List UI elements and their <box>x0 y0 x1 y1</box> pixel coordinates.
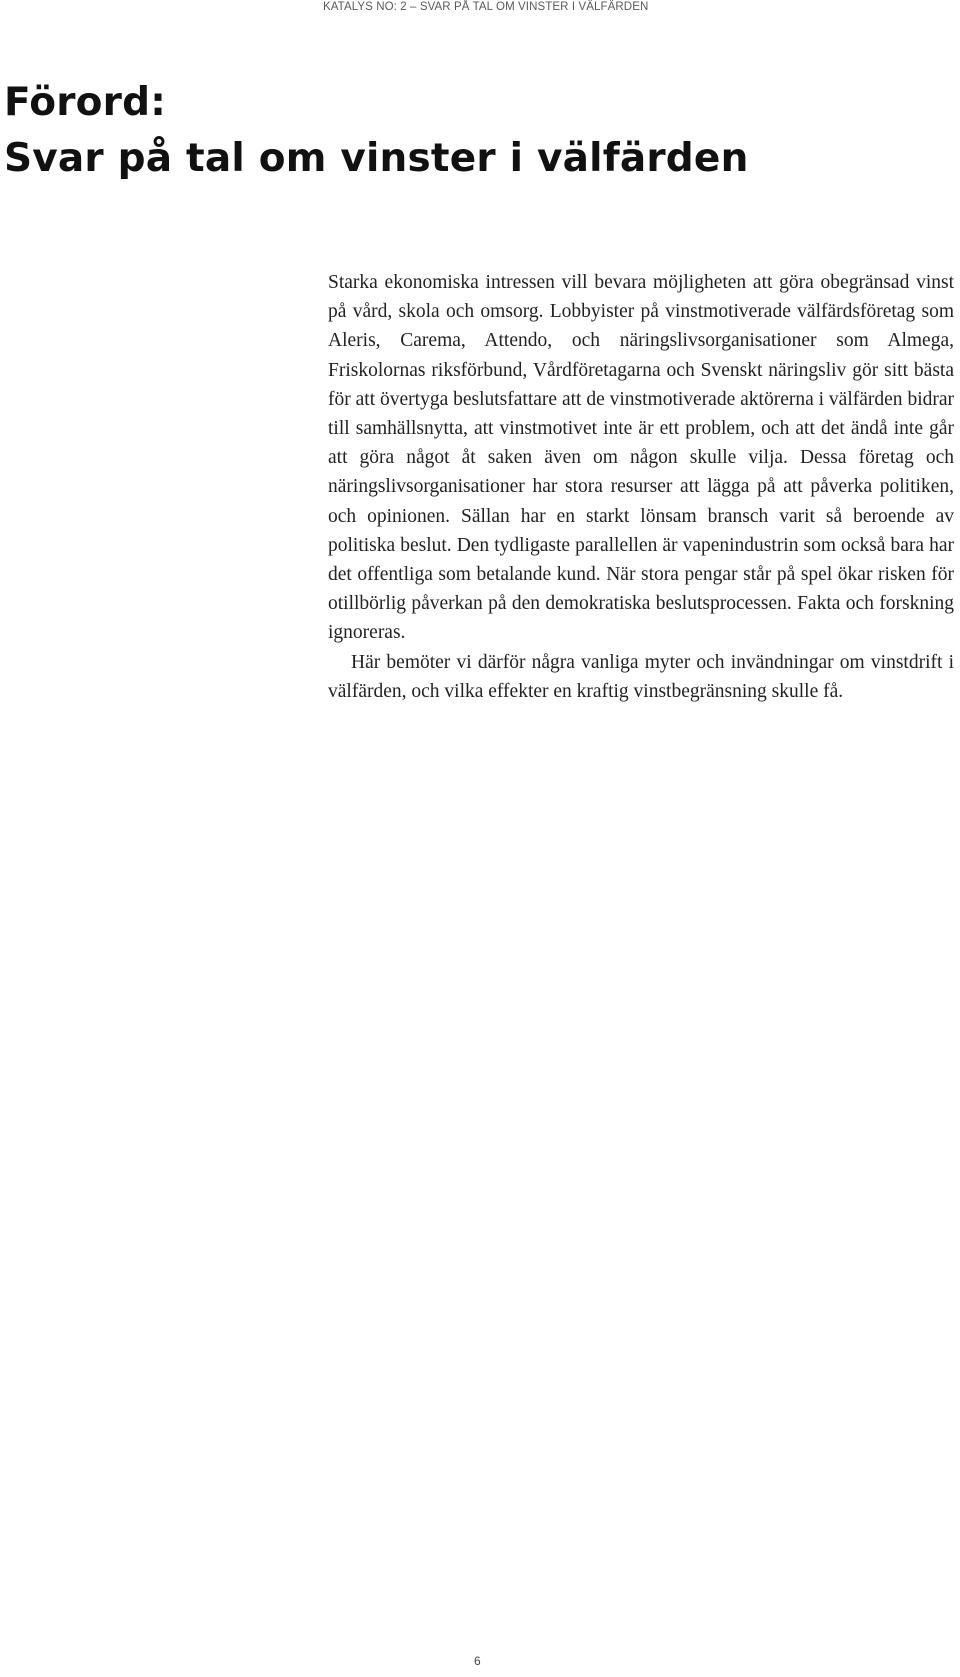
page-title <box>4 75 749 187</box>
running-header: KATALYS NO: 2 – SVAR PÅ TAL OM VINSTER I VÄLFÄRDEN <box>323 1 649 13</box>
title-line-2: Svar på tal om vinster i välfärden <box>4 136 749 181</box>
page-number: 6 <box>474 1654 481 1668</box>
paragraph-1: Starka ekonomiska intressen vill bevara möjligheten att göra obegränsad vinst på vård, skola och omsorg. Lobbyister på vinstmotiverade välfärdsföretag som Aleris, Carema, Attendo, och näringslivsorganisationer som Almega, Friskolornas riksförbund, Vårdföretagarna och Svenskt näringsliv gör sitt bästa för att övertyga beslutsfattare att de vinstmotiverade aktörerna i välfärden bidrar till samhällsnytta, att vinstmotivet inte är ett problem, och att det ändå inte går att göra något åt saken även om någon skulle vilja. Dessa företag och näringslivsorganisationer har stora resurser att lägga på att påverka politiken, och opinionen. Sällan har en starkt lönsam bransch varit så beroende av politiska beslut. Den tydligaste parallellen är vapenindustrin som också bara har det offentliga som betalande kund. När stora pengar står på spel ökar risken för otillbörlig påverkan på den demokratiska beslutsprocessen. Fakta och forskning ignoreras. <box>328 272 954 644</box>
body-text <box>328 268 954 706</box>
paragraph-2: Här bemöter vi därför några vanliga myter och invändningar om vinstdrift i välfärden, och vilka effekter en kraftig vinstbegränsning skulle få. <box>328 651 954 702</box>
title-line-1: Förord: <box>4 80 167 125</box>
